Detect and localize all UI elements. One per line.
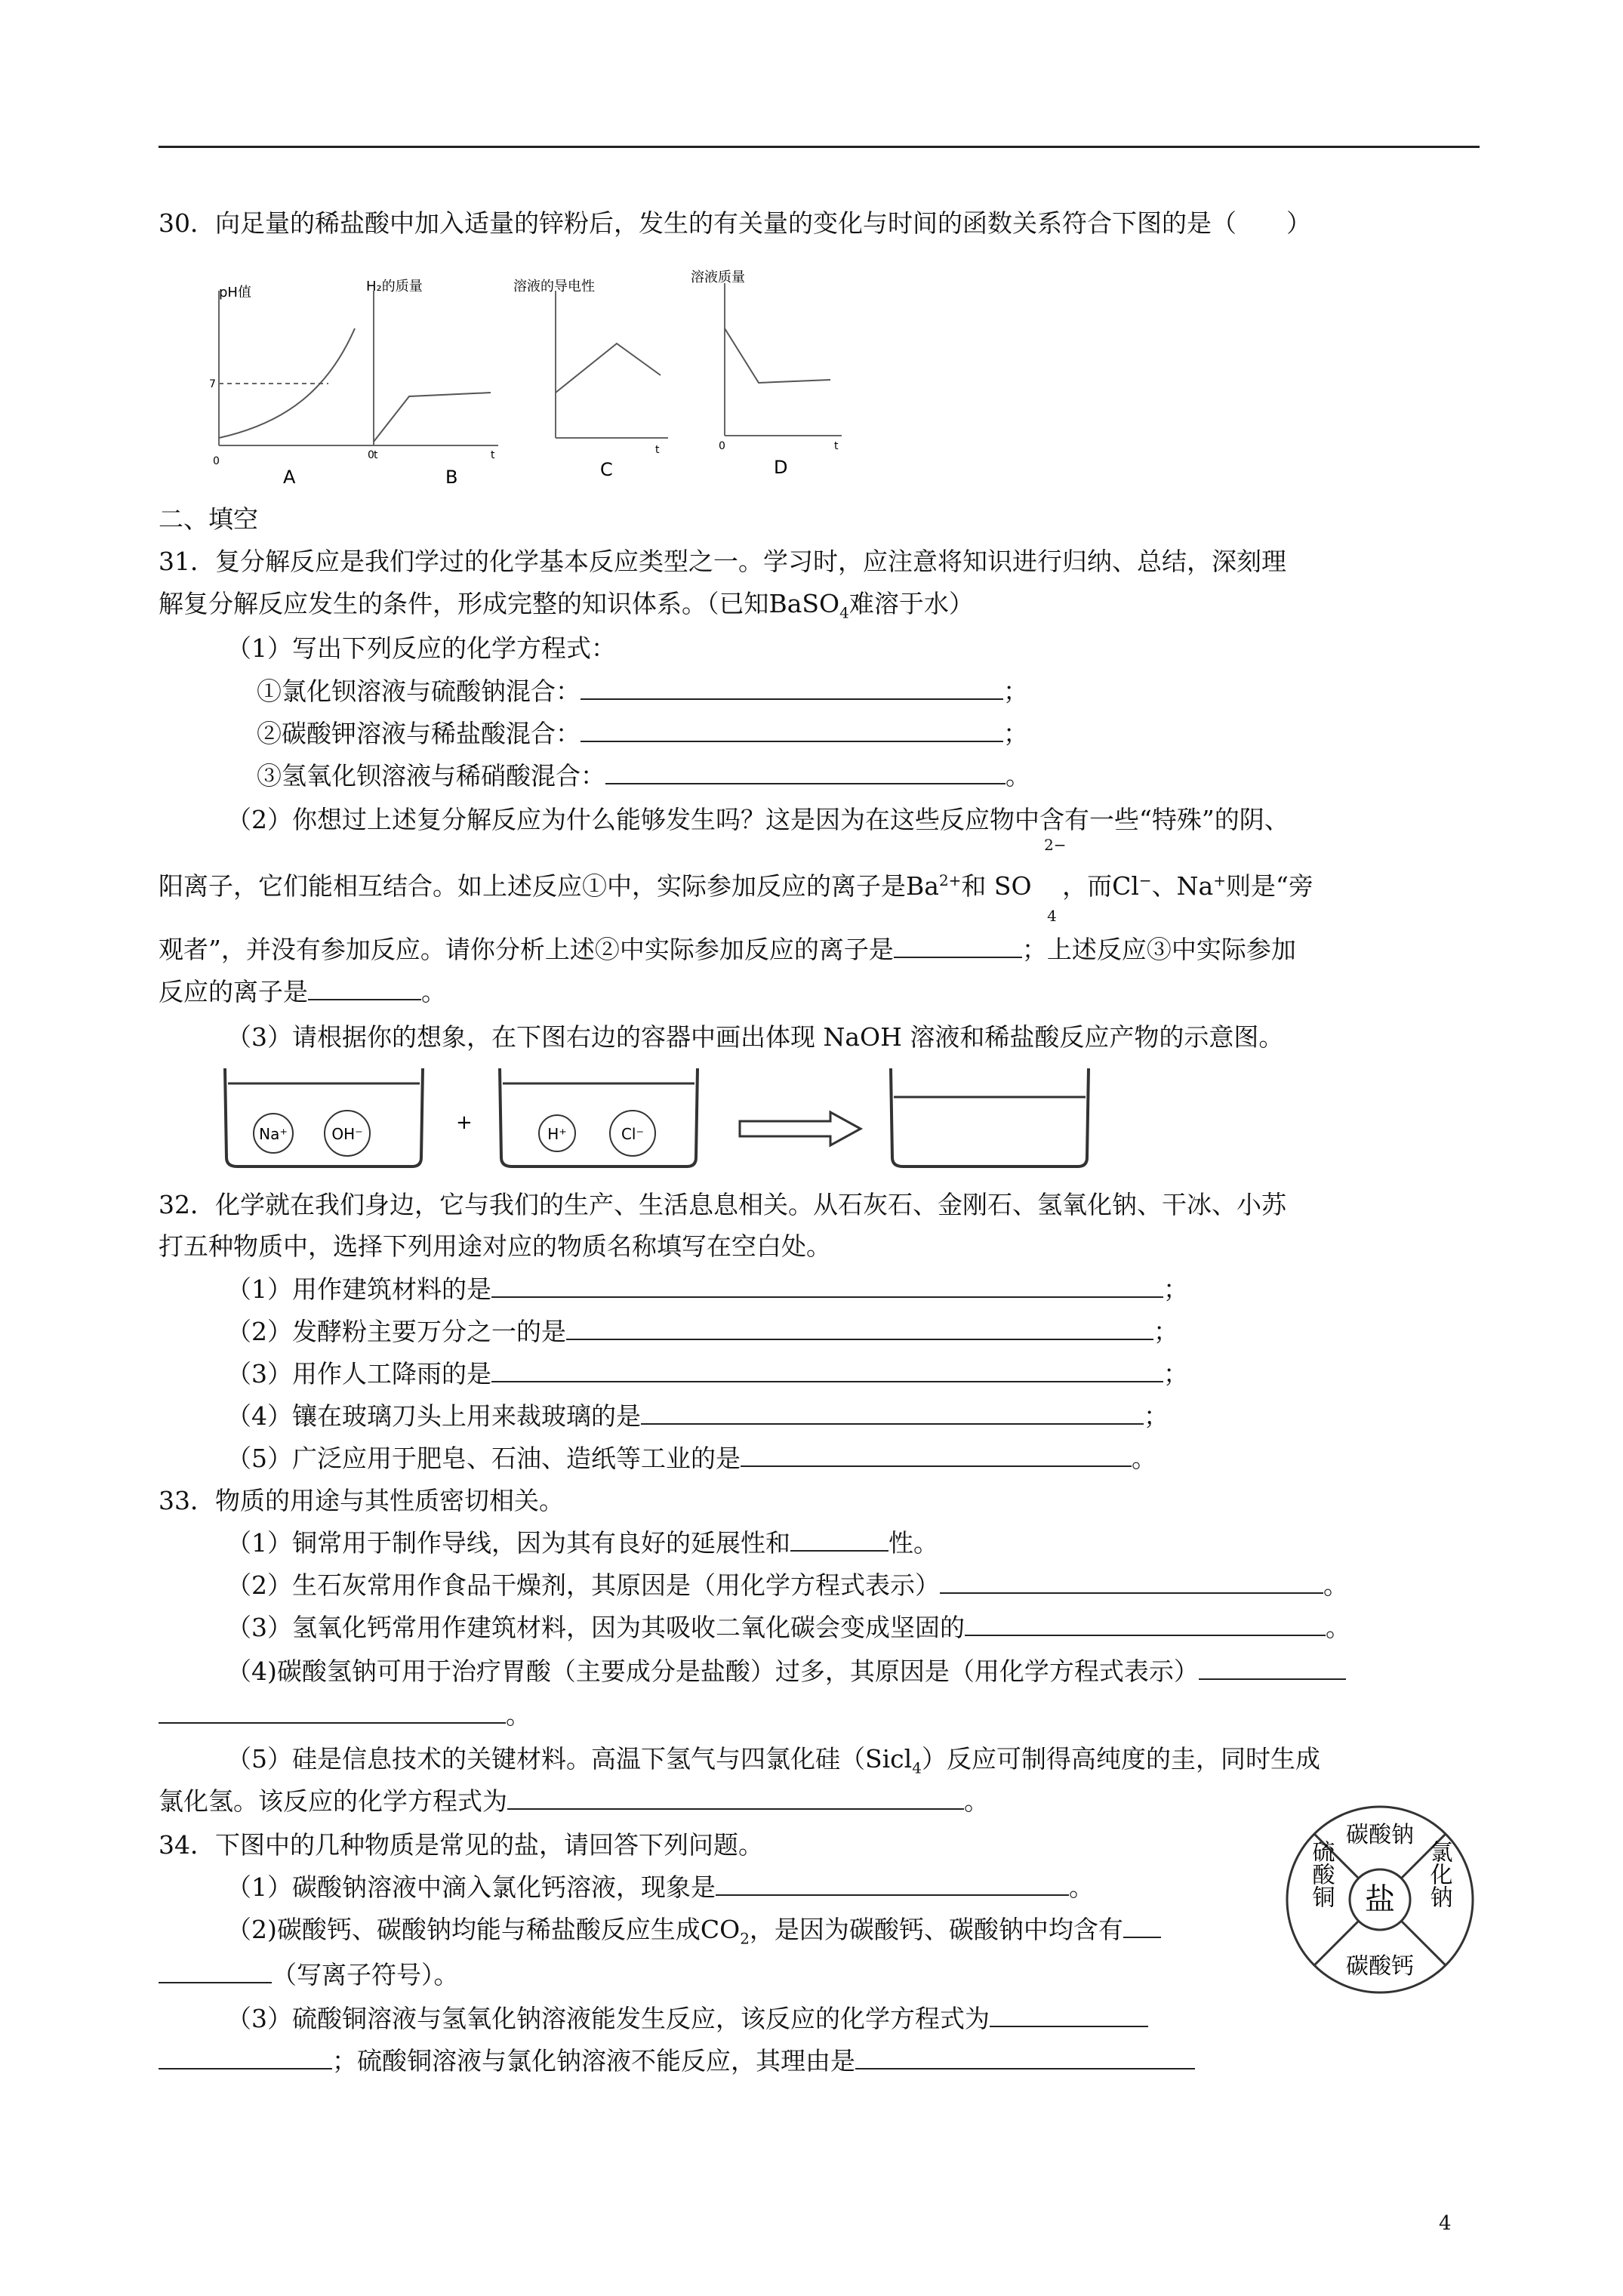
q30-text: 30．向足量的稀盐酸中加入适量的锌粉后，发生的有关量的变化与时间的函数关系符合下图的是（ ）: [159, 208, 1311, 238]
answer-blank-32-5[interactable]: [741, 1443, 1132, 1467]
graph-a: [209, 285, 381, 487]
answer-blank-33-3[interactable]: [965, 1612, 1326, 1636]
graph-c-ylabel: 溶液的导电性: [513, 279, 595, 294]
answer-blank-32-1[interactable]: [491, 1274, 1163, 1298]
graph-a-option: A: [283, 467, 296, 487]
q31-part2-line3: 观者”，并没有参加反应。请你分析上述②中实际参加反应的离子是 ；上述反应③中实际参加: [159, 935, 1296, 964]
q32-line1: 32．化学就在我们身边，它与我们的生产、生活息息相关。从石灰石、金刚石、氢氧化钠、干冰、小苏: [159, 1190, 1286, 1219]
plus-sign: +: [456, 1111, 473, 1134]
graph-c: [513, 279, 668, 480]
q34-line1: 34．下图中的几种物质是常见的盐，请回答下列问题。: [159, 1830, 763, 1860]
reaction-arrow: [740, 1112, 861, 1145]
wheel-center: 盐: [1365, 1882, 1395, 1917]
graph-c-option: C: [600, 459, 613, 480]
graph-c-t: t: [655, 444, 660, 456]
q33-line1: 33．物质的用途与其性质密切相关。: [159, 1486, 564, 1515]
answer-blank-34-2b[interactable]: [159, 1959, 272, 1983]
graph-b-t: t: [491, 449, 495, 461]
answer-blank-ions2[interactable]: [894, 934, 1022, 958]
q31-part2-line4: 反应的离子是 。: [159, 977, 446, 1006]
wheel-bottom: 碳酸钙: [1346, 1953, 1414, 1980]
q34-item1: （1）碳酸钠溶液中滴入氯化钙溶液，现象是 。: [226, 1872, 1094, 1902]
q33-item3: （3）氢氧化钙常用作建筑材料，因为其吸收二氧化碳会变成坚固的 。: [226, 1613, 1350, 1642]
q33-item4-cont: 。: [159, 1696, 531, 1731]
graph-d-option: D: [774, 457, 788, 478]
answer-blank-32-4[interactable]: [641, 1401, 1144, 1425]
q32-item2: （2）发酵粉主要万分之一的是 ；: [226, 1317, 1178, 1346]
q32-item1: （1）用作建筑材料的是 ；: [226, 1274, 1188, 1304]
q32-line2: 打五种物质中，选择下列用途对应的物质名称填写在空白处。: [159, 1231, 831, 1261]
graph-d-ylabel: 溶液质量: [691, 270, 745, 285]
q31-line2: 解复分解反应发生的条件，形成完整的知识体系。（已知BaSO$_4$难溶于水）: [159, 589, 974, 622]
section-title: 二、填空: [159, 504, 258, 534]
graph-a-ylabel: pH值: [219, 285, 251, 300]
q31-line1: 31．复分解反应是我们学过的化学基本反应类型之一。学习时，应注意将知识进行归纳、总结，深刻理: [159, 547, 1286, 576]
answer-blank-34-3b[interactable]: [159, 2045, 332, 2069]
beaker-hcl: [500, 1068, 698, 1166]
answer-blank-r1[interactable]: [581, 676, 1003, 700]
q33-item4: （4)碳酸氢钠可用于治疗胃酸（主要成分是盐酸）过多，其原因是（用化学方程式表示）: [226, 1652, 1346, 1687]
graph-d-origin: 0: [719, 440, 725, 452]
answer-blank-r2[interactable]: [581, 718, 1003, 742]
q33-item5-line2: 氯化氢。该反应的化学方程式为 。: [159, 1786, 989, 1816]
wheel-left: 硫酸铜: [1307, 1840, 1335, 1908]
graph-b: [366, 279, 498, 487]
answer-blank-33-4b[interactable]: [159, 1700, 506, 1724]
answer-blank-33-1[interactable]: [790, 1527, 888, 1552]
answer-blank-33-2[interactable]: [940, 1570, 1323, 1594]
q30-graphs: [204, 260, 883, 487]
q33-item5-line1: （5）硅是信息技术的关键材料。高温下氢气与四氯化硅（Sicl$_4$）反应可制得高纯度的圭，同时生成: [226, 1744, 1320, 1777]
answer-blank-34-2a[interactable]: [1123, 1914, 1161, 1938]
graph-a-7: 7: [209, 378, 216, 390]
beaker-product[interactable]: [891, 1068, 1089, 1166]
q33-item2: （2）生石灰常用作食品干燥剂，其原因是（用化学方程式表示） 。: [226, 1570, 1348, 1600]
q31-reaction1: ①氯化钡溶液与硫酸钠混合： ；: [257, 676, 1028, 706]
graph-d-t: t: [834, 440, 839, 452]
answer-blank-32-3[interactable]: [491, 1358, 1163, 1382]
ion-oh: OH⁻: [331, 1125, 363, 1143]
q31-reaction2: ②碳酸钾溶液与稀盐酸混合： ；: [257, 719, 1028, 748]
answer-blank-34-3c[interactable]: [855, 2045, 1195, 2069]
graph-b-option: B: [445, 467, 458, 487]
q31-part3: （3）请根据你的想象，在下图右边的容器中画出体现 NaOH 溶液和稀盐酸反应产物的示意图。: [226, 1022, 1284, 1052]
beaker-naoh: [225, 1068, 423, 1166]
salt-wheel: [1282, 1801, 1478, 1998]
q31-part2-line1: （2）你想过上述复分解反应为什么能够发生吗？这是因为在这些反应物中含有一些“特殊”的阴、: [226, 805, 1289, 834]
ion-h: H⁺: [547, 1125, 567, 1143]
q31-reaction3: ③氢氧化钡溶液与稀硝酸混合： 。: [257, 761, 1030, 791]
graph-d: [691, 270, 842, 478]
ion-cl: Cl⁻: [621, 1125, 645, 1143]
graph-a-t: t: [374, 449, 378, 461]
q33-item1: （1）铜常用于制作导线，因为其有良好的延展性和 性。: [226, 1528, 938, 1558]
q31-part1: （1）写出下列反应的化学方程式：: [226, 633, 616, 663]
graph-b-origin: 0: [368, 449, 374, 461]
wheel-right: 氯化钠: [1425, 1840, 1452, 1908]
answer-blank-34-3a[interactable]: [990, 2003, 1148, 2027]
q34-item2: （2)碳酸钙、碳酸钠均能与稀盐酸反应生成$CO_2$，是因为碳酸钙、碳酸钠中均含有: [226, 1910, 1161, 1948]
header-rule: [159, 146, 1480, 148]
q31-part2-line2: 阳离子，它们能相互结合。如上述反应①中，实际参加反应的离子是$Ba^{2+}$和 SO 2− 4 ，而Cl−、Na+则是“旁: [159, 836, 1313, 925]
answer-blank-33-5[interactable]: [507, 1786, 964, 1810]
answer-blank-r3[interactable]: [605, 760, 1006, 784]
ion-na: Na⁺: [259, 1125, 288, 1143]
answer-blank-ions3[interactable]: [308, 976, 421, 1000]
graph-b-ylabel: H₂的质量: [366, 279, 423, 294]
q32-item4: （4）镶在玻璃刀头上用来裁玻璃的是 ；: [226, 1401, 1169, 1431]
q34-item2-cont: （写离子符号）。: [159, 1955, 459, 1991]
page-number: 4: [1439, 2212, 1452, 2235]
answer-blank-33-4a[interactable]: [1199, 1656, 1346, 1680]
q32-item5: （5）广泛应用于肥皂、石油、造纸等工业的是 。: [226, 1444, 1156, 1473]
graph-a-origin: 0: [213, 455, 220, 467]
answer-blank-34-1[interactable]: [716, 1872, 1069, 1896]
wheel-top: 碳酸钠: [1346, 1822, 1414, 1848]
answer-blank-32-2[interactable]: [566, 1316, 1153, 1340]
q32-item3: （3）用作人工降雨的是 ；: [226, 1359, 1188, 1388]
q34-item3: （3）硫酸铜溶液与氢氧化钠溶液能发生反应，该反应的化学方程式为: [226, 1999, 1148, 2035]
q34-item3-cont: ；硫酸铜溶液与氯化钠溶液不能反应，其理由是: [159, 2042, 1195, 2077]
beaker-diagram: [219, 1061, 1125, 1174]
